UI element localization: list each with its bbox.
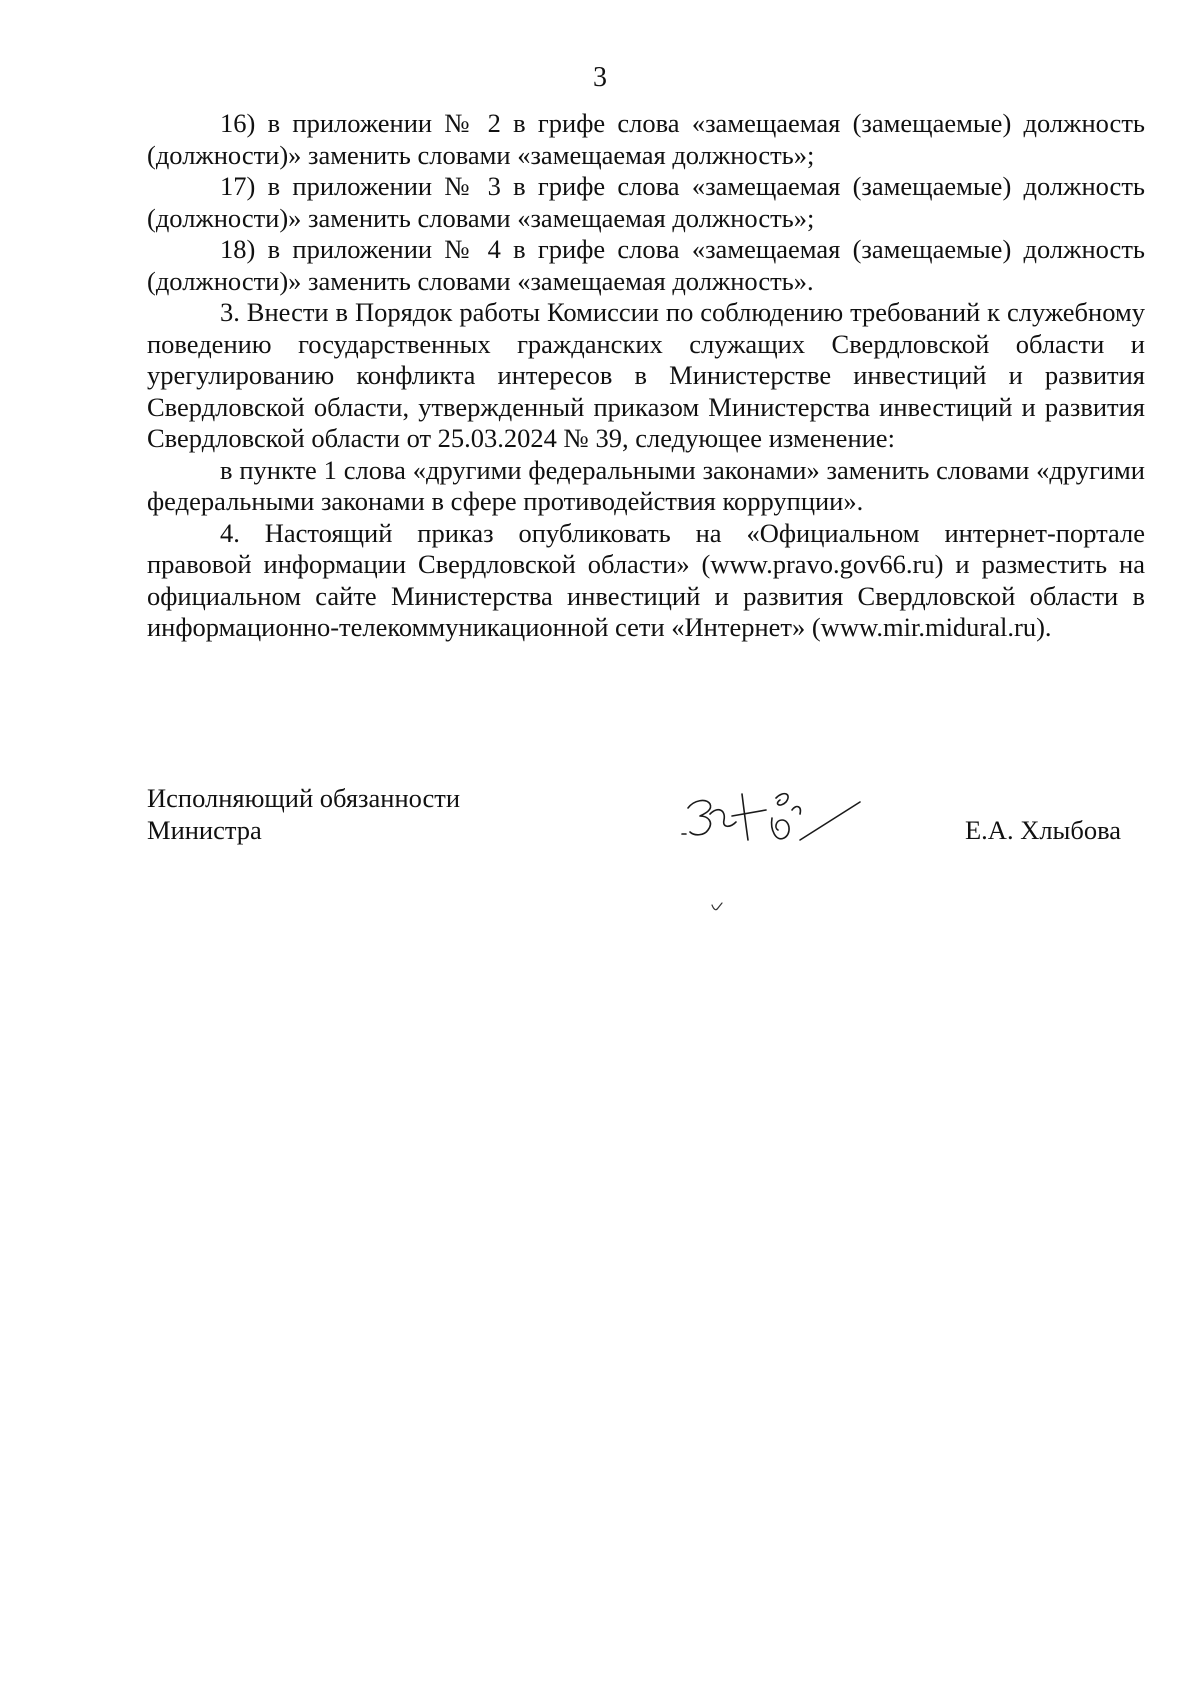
handwritten-signature — [680, 770, 870, 860]
paragraph-item-18: 18) в приложении № 4 в грифе слова «замещаемая (замещаемые) должность (должности)» заменить словами «замещаемая должность». — [147, 234, 1145, 296]
paragraph-item-17: 17) в приложении № 3 в грифе слова «замещаемая (замещаемые) должность (должности)» заменить словами «замещаемая должность»; — [147, 171, 1145, 233]
paragraph-section-3: 3. Внести в Порядок работы Комиссии по соблюдению требований к служебному поведению государственных гражданских служащих Свердловской области и урегулированию конфликта интересов в Министерстве инвестиций и развития Свердловской области, утвержденный приказом Министерства инвестиций и развития Свердловской области от 25.03.2024 № 39, следующее изменение: — [147, 297, 1145, 453]
paragraph-item-16: 16) в приложении № 2 в грифе слова «замещаемая (замещаемые) должность (должности)» заменить словами «замещаемая должность»; — [147, 108, 1145, 170]
signatory-title — [147, 783, 460, 846]
signatory-title-line2: Министра — [147, 814, 262, 845]
page-number: 3 — [593, 62, 607, 93]
small-pen-mark — [710, 900, 724, 914]
paragraph-section-4: 4. Настоящий приказ опубликовать на «Официальном интернет-портале правовой информации Свердловской области» (www.pravo.gov66.ru) и разместить на официальном сайте Министерства инвестиций и развития Свердловской области в информационно-телекоммуникационной сети «Интернет» (www.mir.midural.ru). — [147, 517, 1145, 642]
document-body — [147, 108, 1145, 644]
signatory-name: Е.А. Хлыбова — [965, 815, 1122, 845]
paragraph-section-3-change: в пункте 1 слова «другими федеральными законами» заменить словами «другими федеральными законами в сфере противодействия коррупции». — [147, 454, 1145, 516]
signatory-title-line1: Исполняющий обязанности — [147, 783, 461, 813]
